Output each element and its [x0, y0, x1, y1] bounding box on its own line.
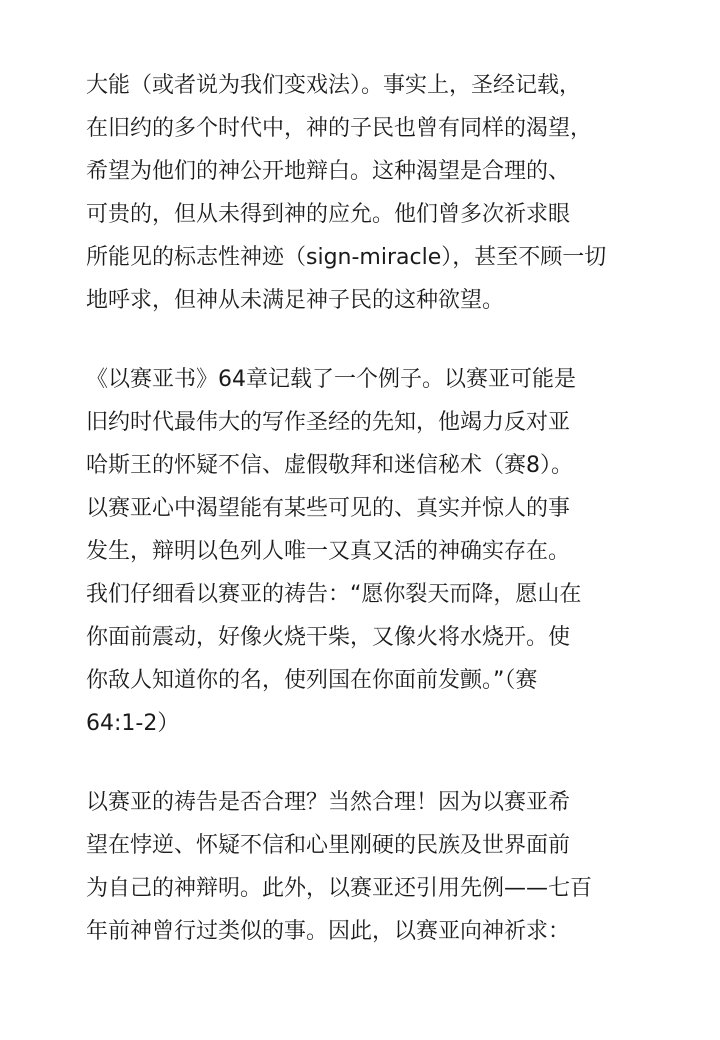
- text-line: 在旧约的多个时代中，神的子民也曾有同样的渴望，: [86, 116, 593, 141]
- text-line: 所能见的标志性神迹（sign-miracle），甚至不顾一切: [86, 245, 607, 270]
- text-line: 望在悖逆、怀疑不信和心里刚硬的民族及世界面前: [86, 833, 571, 858]
- text-line: 《以赛亚书》64章记载了一个例子。以赛亚可能是: [86, 367, 576, 392]
- paragraph-3: [86, 781, 646, 953]
- text-line: 旧约时代最伟大的写作圣经的先知，他竭力反对亚: [86, 410, 571, 435]
- paragraph-1: [86, 64, 646, 322]
- text-line: 哈斯王的怀疑不信、虚假敬拜和迷信秘术（赛8）。: [86, 453, 573, 478]
- text-line: 以赛亚心中渴望能有某些可见的、真实并惊人的事: [86, 496, 571, 521]
- text-line: 你敌人知道你的名，使列国在你面前发颤。”（赛: [86, 668, 538, 693]
- document-page: [86, 64, 646, 989]
- text-line: 年前神曾行过类似的事。因此，以赛亚向神祈求：: [86, 919, 571, 944]
- text-line: 我们仔细看以赛亚的祷告：“愿你裂天而降，愿山在: [86, 582, 582, 607]
- text-line: 发生，辩明以色列人唯一又真又活的神确实存在。: [86, 539, 571, 564]
- text-line: 地呼求，但神从未满足神子民的这种欲望。: [86, 288, 505, 313]
- text-line: 可贵的，但从未得到神的应允。他们曾多次祈求眼: [86, 202, 571, 227]
- text-line: 大能（或者说为我们变戏法）。事实上，圣经记载，: [86, 73, 582, 98]
- text-line: 64:1-2）: [86, 711, 180, 736]
- text-line: 你面前震动，好像火烧干柴，又像火将水烧开。使: [86, 625, 571, 650]
- paragraph-2: [86, 358, 646, 745]
- text-line: 希望为他们的神公开地辩白。这种渴望是合理的、: [86, 159, 571, 184]
- text-line: 以赛亚的祷告是否合理？当然合理！因为以赛亚希: [86, 790, 571, 815]
- text-line: 为自己的神辩明。此外，以赛亚还引用先例——七百: [86, 876, 593, 901]
